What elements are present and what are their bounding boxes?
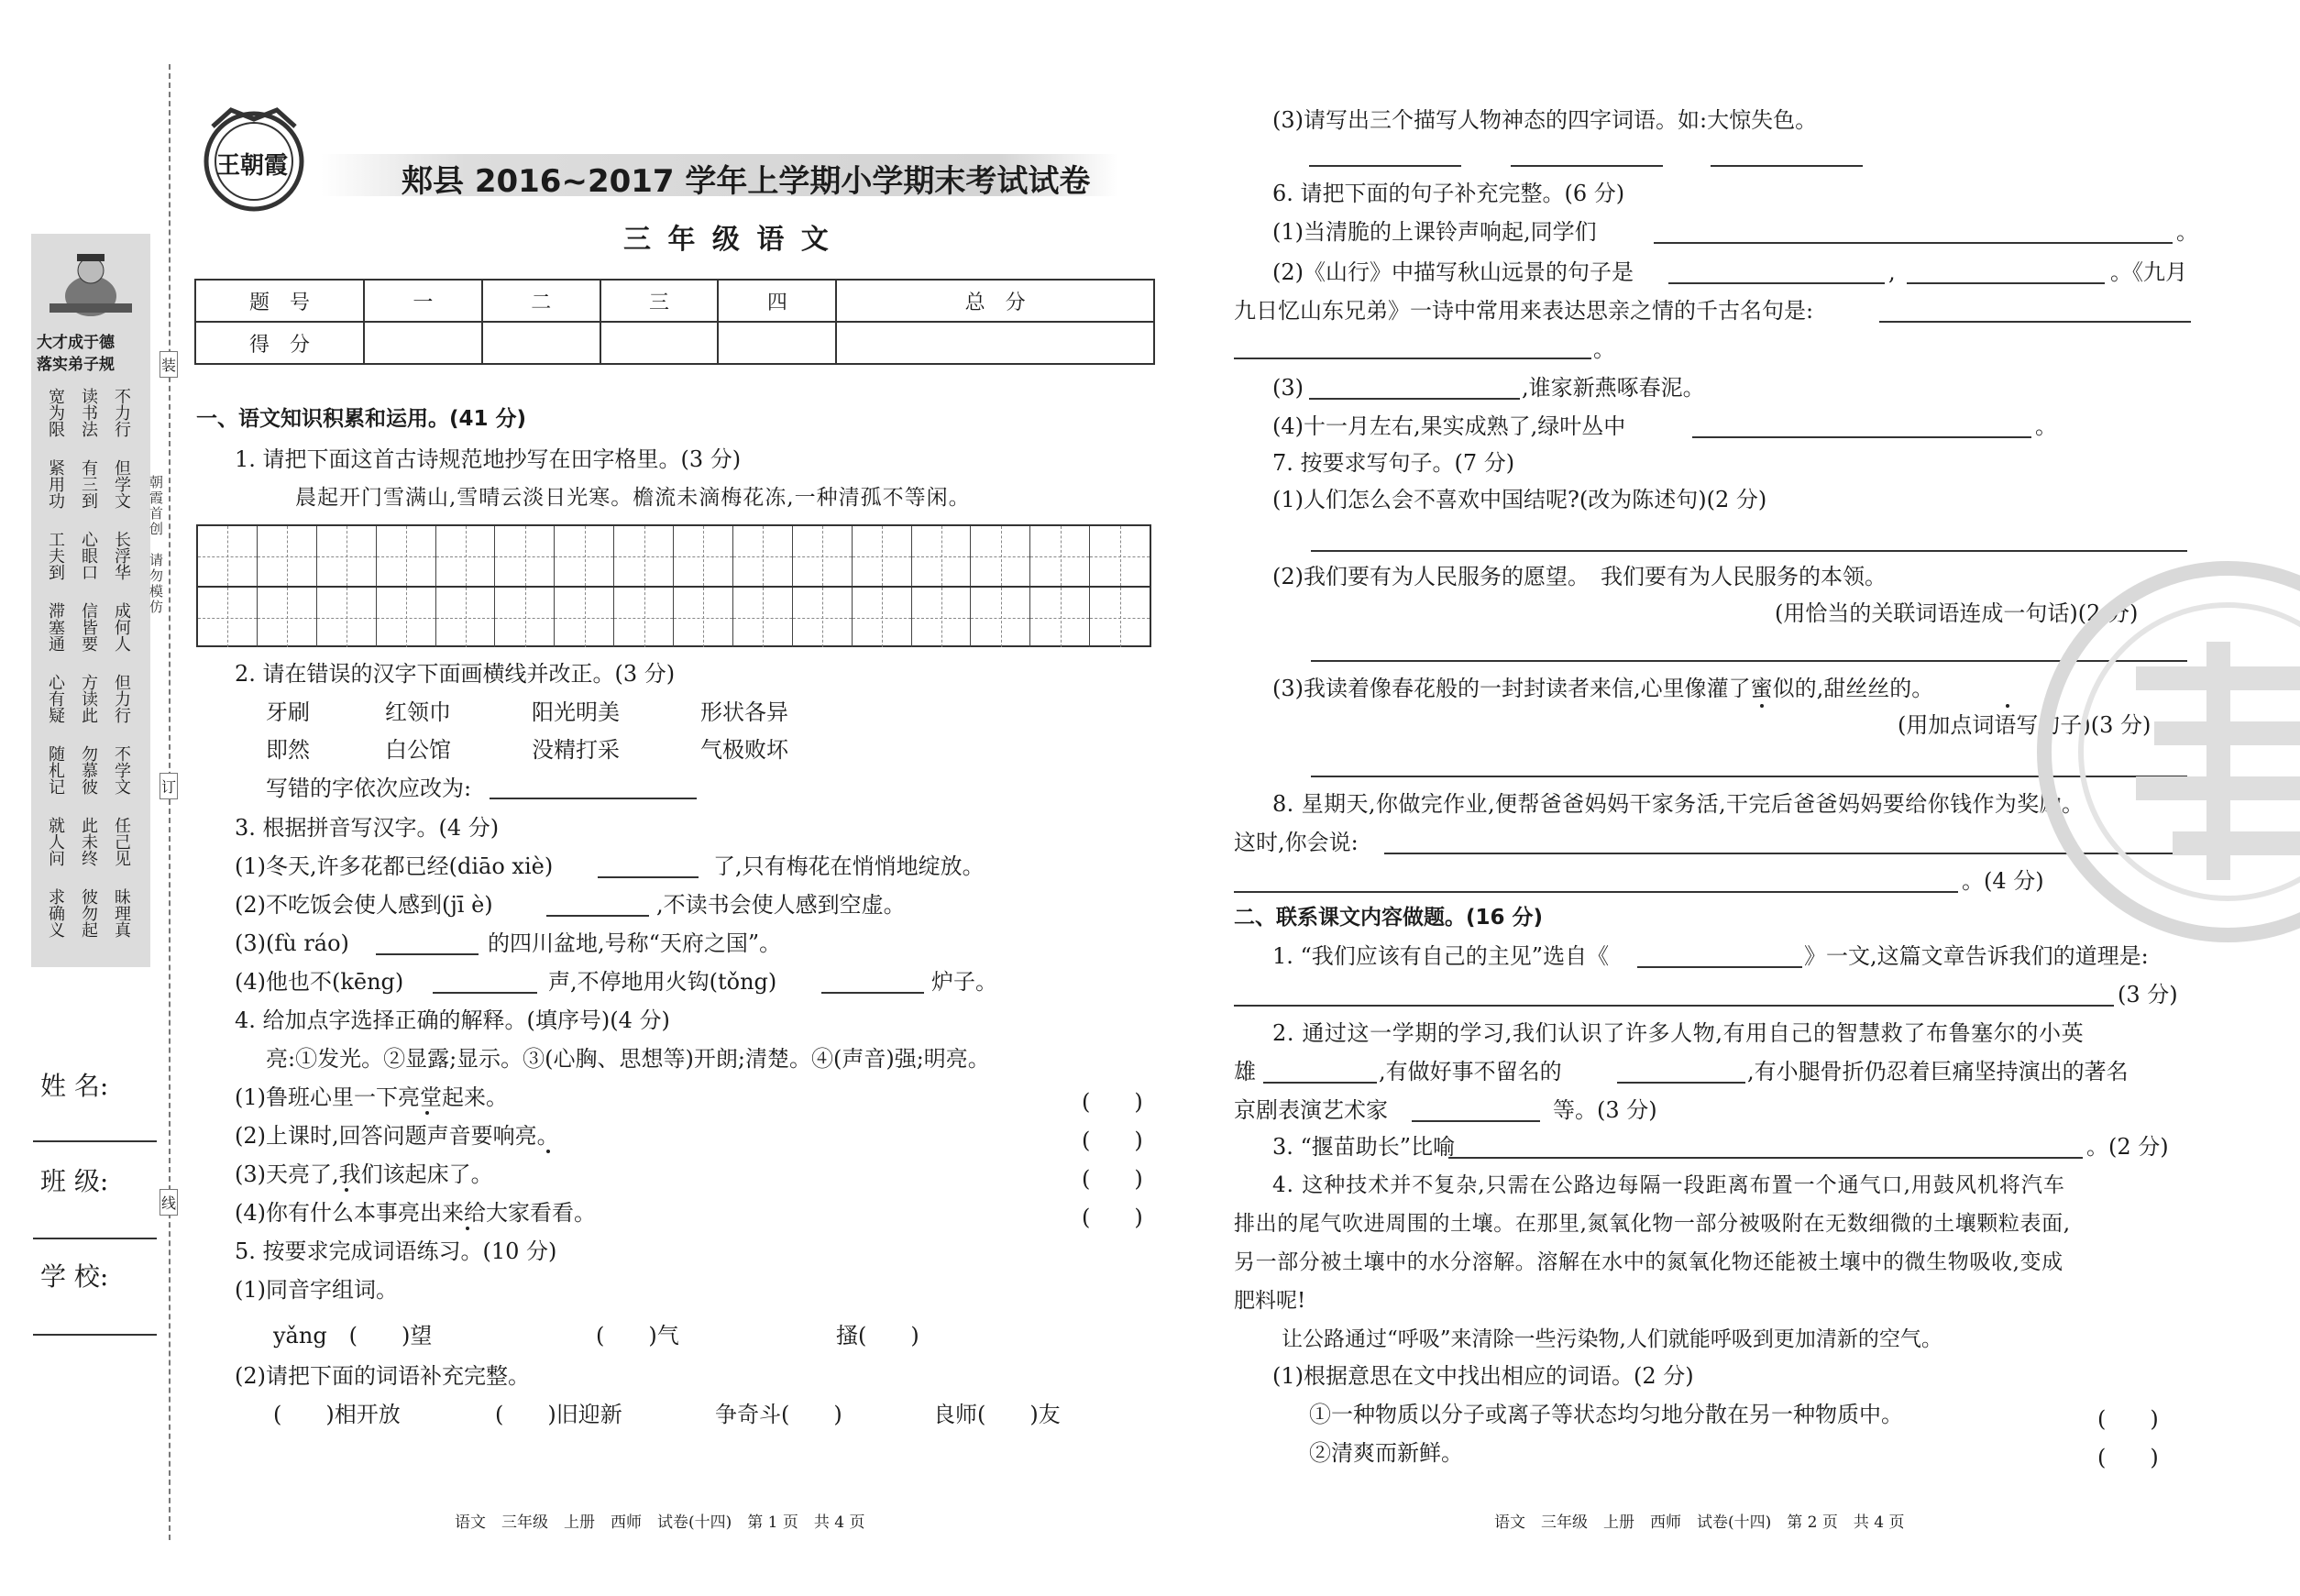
q4-item-1: (1)鲁班心里一下亮堂起来。 xyxy=(235,1084,508,1110)
q3-4-blank-1[interactable] xyxy=(433,992,537,994)
q3-4-text-a: (4)他也不(kēng) xyxy=(235,969,404,995)
motto-phrase: 有三到 xyxy=(79,459,98,509)
s2-q1-text-b: 》一文,这篇文章告诉我们的道理是: xyxy=(1804,943,2149,969)
name-label: 姓 名: xyxy=(40,1071,109,1101)
q2-word-6: 白公馆 xyxy=(385,737,451,763)
q5-1-a[interactable]: yǎng ( )望 xyxy=(273,1323,433,1348)
motto-phrase: 宽为限 xyxy=(46,388,65,437)
q3-2-text-a: (2)不吃饭会使人感到(jī è) xyxy=(235,892,493,918)
s2-q2-text-f: 等。(3 分) xyxy=(1553,1097,1657,1123)
seal-label: 朝霞首创 请勿模仿 xyxy=(148,475,164,615)
motto-phrase: 心有疑 xyxy=(46,674,65,723)
motto-phrase: 方读此 xyxy=(79,674,98,723)
q2-word-4: 形状各异 xyxy=(700,699,788,725)
q4-answer-4[interactable]: ( ) xyxy=(1082,1205,1143,1230)
motto-phrase: 长浮华 xyxy=(112,531,131,580)
tian-grid-guide xyxy=(1061,526,1062,586)
s2-q4-1-b-answer[interactable]: ( ) xyxy=(2097,1445,2159,1470)
q2-word-1: 牙刷 xyxy=(266,699,310,725)
motto-phrase: 读书法 xyxy=(79,388,98,437)
q3-4-text-b: 声,不停地用火钩(tǒng) xyxy=(548,969,777,995)
q2-word-3: 阳光明美 xyxy=(532,699,620,725)
q3-prompt: 3. 根据拼音写汉字。(4 分) xyxy=(235,815,500,841)
q5-2-c[interactable]: 争奇斗( ) xyxy=(715,1402,842,1427)
s2-q2-blank-3[interactable] xyxy=(1412,1120,1540,1122)
tian-grid-guide xyxy=(466,588,467,647)
q5-2-prompt: (2)请把下面的词语补充完整。 xyxy=(235,1363,530,1389)
q3-3-text-b: 的四川盆地,号称“天府之国”。 xyxy=(488,930,782,956)
q6-2-blank-1[interactable] xyxy=(1668,282,1885,284)
q4-answer-1[interactable]: ( ) xyxy=(1082,1089,1143,1115)
q6-1-end: 。 xyxy=(2176,219,2198,245)
q2-word-7: 没精打采 xyxy=(532,737,620,763)
motto-phrase: 心眼口 xyxy=(79,531,98,580)
q6-2-text-d: 九日忆山东兄弟》一诗中常用来表达思亲之情的千古名句是: xyxy=(1234,298,1814,324)
s2-q4-1-a-answer[interactable]: ( ) xyxy=(2097,1406,2159,1432)
tian-grid-guide xyxy=(644,588,645,647)
score-cell-2[interactable] xyxy=(482,322,600,364)
q5-1-prompt: (1)同音字组词。 xyxy=(235,1277,398,1303)
q4-definitions: 亮:①发光。②显露;显示。③(心胸、思想等)开朗;清楚。④(声音)强;明亮。 xyxy=(266,1046,990,1072)
tian-grid-cell[interactable] xyxy=(317,588,377,647)
q2-fix-blank[interactable] xyxy=(490,798,697,799)
s2-q3-blank[interactable] xyxy=(1448,1157,2083,1159)
tian-grid-guide xyxy=(822,526,823,586)
q2-word-2: 红领巾 xyxy=(385,699,451,725)
motto-phrase: 勿慕彼 xyxy=(79,745,98,795)
tian-grid-cell[interactable] xyxy=(971,526,1030,586)
tian-grid-cell[interactable] xyxy=(971,588,1030,647)
tian-grid-guide xyxy=(525,588,526,647)
score-table-score-row xyxy=(195,322,1154,364)
s2-q3-text: 3. “揠苗助长”比喻 xyxy=(1272,1134,1456,1160)
s2-q2-blank-1[interactable] xyxy=(1263,1082,1377,1084)
tian-grid-cell[interactable] xyxy=(733,588,793,647)
motto-phrase: 滞塞通 xyxy=(46,602,65,652)
exam-subtitle: 三 年 级 语 文 xyxy=(623,224,832,256)
tian-grid-cell[interactable] xyxy=(436,526,496,586)
q3-4-blank-2[interactable] xyxy=(821,992,924,994)
tian-grid-cell[interactable] xyxy=(674,588,733,647)
tian-grid-cell[interactable] xyxy=(1090,526,1150,586)
motto-phrase: 不学文 xyxy=(112,745,131,795)
tian-grid-cell[interactable] xyxy=(912,526,972,586)
name-field[interactable] xyxy=(33,1140,157,1142)
tian-grid-cell[interactable] xyxy=(793,588,853,647)
tian-grid-guide xyxy=(585,588,586,647)
s2-q1-blank-reason[interactable] xyxy=(1234,1005,2114,1007)
q3-1-text-b: 了,只有梅花在悄悄地绽放。 xyxy=(713,853,985,879)
s2-q4-1-b: ②清爽而新鲜。 xyxy=(1309,1440,1463,1466)
q8-text: 8. 星期天,你做完作业,便帮爸爸妈妈干家务活,干完后爸爸妈妈要给你钱作为奖励。 xyxy=(1272,791,2085,817)
score-cell-1[interactable] xyxy=(364,322,482,364)
s2-q1-text-a: 1. “我们应该有自己的主见”选自《 xyxy=(1272,943,1610,969)
tian-grid-guide xyxy=(941,526,942,586)
tian-grid-guide xyxy=(822,588,823,647)
tian-grid-cell[interactable] xyxy=(912,588,972,647)
s2-q2-text-b: 雄 xyxy=(1234,1059,1256,1084)
q5-1-c[interactable]: 搔( ) xyxy=(836,1323,919,1348)
q5-1-b[interactable]: ( )气 xyxy=(596,1323,679,1348)
motto-panel xyxy=(31,234,150,967)
score-cell-4[interactable] xyxy=(718,322,836,364)
q7-1-text: (1)人们怎么会不喜欢中国结呢?(改为陈述句)(2 分) xyxy=(1272,487,1767,512)
score-table-header-row xyxy=(195,280,1154,322)
q7-2-text: (2)我们要有为人民服务的愿望。 我们要有为人民服务的本领。 xyxy=(1272,564,1887,589)
tian-grid-guide xyxy=(763,588,764,647)
s2-q1-blank-title[interactable] xyxy=(1637,966,1802,968)
tian-grid-cell[interactable] xyxy=(198,588,258,647)
s2-q2-text: 2. 通过这一学期的学习,我们认识了许多人物,有用自己的智慧救了布鲁塞尔的小英 xyxy=(1272,1020,2085,1046)
tian-grid-guide xyxy=(763,526,764,586)
q6-prompt: 6. 请把下面的句子补充完整。(6 分) xyxy=(1272,181,1625,206)
q7-prompt: 7. 按要求写句子。(7 分) xyxy=(1272,450,1515,476)
s2-q2-text-d: ,有小腿骨折仍忍着巨痛坚持演出的著名 xyxy=(1747,1059,2129,1084)
exam-title: 郏县 2016~2017 学年上学期小学期末考试试卷 xyxy=(402,163,1091,200)
motto-phrase: 不力行 xyxy=(112,388,131,437)
tian-grid-guide xyxy=(1120,526,1121,586)
bind-mark-2: 订 xyxy=(160,773,178,799)
s2-q2-text-e: 京剧表演艺术家 xyxy=(1234,1097,1388,1123)
tian-grid-cell[interactable] xyxy=(377,526,436,586)
q5-3-blank-2[interactable] xyxy=(1511,165,1663,167)
tian-grid-cell[interactable] xyxy=(853,588,912,647)
tian-grid-guide xyxy=(227,526,228,586)
motto-phrase: 就人问 xyxy=(46,817,65,866)
tian-grid-cell[interactable] xyxy=(495,588,555,647)
bind-mark-3: 线 xyxy=(160,1189,178,1216)
tian-grid-guide xyxy=(1061,588,1062,647)
tian-grid-guide xyxy=(1001,588,1002,647)
tian-grid-cell[interactable] xyxy=(198,526,258,586)
q2-word-5: 即然 xyxy=(266,737,310,763)
q4-prompt: 4. 给加点字选择正确的解释。(填序号)(4 分) xyxy=(235,1007,670,1033)
q6-1-text: (1)当清脆的上课铃声响起,同学们 xyxy=(1272,219,1597,245)
motto-phrase: 成何人 xyxy=(112,602,131,652)
s2-q4-para-3: 另一部分被土壤中的水分溶解。溶解在水中的氮氧化物还能被土壤中的微生物吸收,变成 xyxy=(1234,1250,2063,1274)
q4-answer-3[interactable]: ( ) xyxy=(1082,1166,1143,1192)
tian-grid-guide xyxy=(227,588,228,647)
emphasis-dot xyxy=(345,1188,348,1192)
binding-dashed-line xyxy=(169,64,171,1540)
q5-3-prompt: (3)请写出三个描写人物神态的四字词语。如:大惊失色。 xyxy=(1272,107,1818,133)
motto-phrase: 求确义 xyxy=(46,888,65,938)
tian-grid-guide xyxy=(1001,526,1002,586)
score-col-4: 四 xyxy=(718,280,836,322)
tian-grid-cell[interactable] xyxy=(258,588,317,647)
tian-grid-cell[interactable] xyxy=(317,526,377,586)
q6-4-blank[interactable] xyxy=(1692,436,2031,438)
q7-3-text: (3)我读着像春花般的一封封读者来信,心里像灌了蜜似的,甜丝丝的。 xyxy=(1272,676,1934,701)
tian-grid-guide xyxy=(287,588,288,647)
tian-grid-guide xyxy=(703,526,704,586)
q5-2-d[interactable]: 良师( )友 xyxy=(933,1402,1061,1427)
motto-phrase: 信皆要 xyxy=(79,602,98,652)
tian-grid-cell[interactable] xyxy=(1090,588,1150,647)
tian-zi-grid[interactable] xyxy=(196,524,1151,647)
tian-grid-guide xyxy=(406,526,407,586)
section-2-heading: 二、联系课文内容做题。(16 分) xyxy=(1234,906,1544,930)
s2-q2-text-c: ,有做好事不留名的 xyxy=(1379,1059,1562,1084)
tian-grid-cell[interactable] xyxy=(1030,526,1090,586)
q3-1-blank[interactable] xyxy=(598,876,699,878)
q6-3-text: ,谁家新燕啄春泥。 xyxy=(1522,375,1705,401)
class-label: 班 级: xyxy=(40,1166,109,1196)
page-1-footer: 语文 三年级 上册 西师 试卷(十四) 第 1 页 共 4 页 xyxy=(455,1513,865,1532)
q6-2-end: 。 xyxy=(1593,336,1615,362)
q3-2-blank[interactable] xyxy=(546,915,649,917)
score-cell-3[interactable] xyxy=(600,322,719,364)
q5-3-blank-1[interactable] xyxy=(1309,165,1461,167)
score-table xyxy=(194,279,1155,365)
score-row-label: 得 分 xyxy=(195,322,364,364)
q8-text-b: 这时,你会说: xyxy=(1234,830,1359,855)
q3-3-text-a: (3)(fù ráo) xyxy=(235,930,349,956)
q4-item-2: (2)上课时,回答问题声音要响亮。 xyxy=(235,1123,559,1149)
section-1-heading: 一、语文知识积累和运用。(41 分) xyxy=(196,407,527,431)
tian-grid-cell[interactable] xyxy=(555,526,614,586)
s2-q4-para-4: 肥料呢! xyxy=(1234,1289,1306,1313)
motto-phrase: 昧理真 xyxy=(112,888,131,938)
tian-grid-cell[interactable] xyxy=(436,588,496,647)
q5-3-blank-3[interactable] xyxy=(1711,165,1863,167)
q3-1-text-a: (1)冬天,许多花都已经(diāo xiè) xyxy=(235,853,554,879)
q2-fix-label: 写错的字依次应改为: xyxy=(266,776,472,801)
motto-grid xyxy=(31,380,150,967)
tian-grid-guide xyxy=(406,588,407,647)
q3-2-text-b: ,不读书会使人感到空虚。 xyxy=(656,892,906,918)
logo-text: 王朝霞 xyxy=(216,152,289,180)
s2-q4-para-2: 排出的尾气吹进周围的土壤。在那里,氮氧化物一部分被吸附在无数细微的土壤颗粒表面, xyxy=(1234,1212,2071,1236)
emphasis-dot xyxy=(1760,704,1764,708)
q2-prompt: 2. 请在错误的汉字下面画横线并改正。(3 分) xyxy=(235,661,676,687)
class-field[interactable] xyxy=(33,1238,157,1239)
tian-grid-cell[interactable] xyxy=(674,526,733,586)
q7-2-requirement: (用恰当的关联词语连成一句话)(2 分) xyxy=(1775,600,2139,626)
q4-item-4: (4)你有什么本事亮出来给大家看看。 xyxy=(235,1200,596,1226)
tian-grid-cell[interactable] xyxy=(495,526,555,586)
q6-2-blank-4[interactable] xyxy=(1234,358,1591,359)
motto-phrase: 工夫到 xyxy=(46,531,65,580)
tian-grid-guide xyxy=(287,526,288,586)
tian-grid-cell[interactable] xyxy=(793,526,853,586)
s2-q4-1-prompt: (1)根据意思在文中找出相应的词语。(2 分) xyxy=(1272,1363,1694,1389)
tian-grid-guide xyxy=(585,526,586,586)
score-cell-total[interactable] xyxy=(836,322,1154,364)
tian-grid-cell[interactable] xyxy=(733,526,793,586)
tian-grid-guide xyxy=(525,526,526,586)
q6-3-label: (3) xyxy=(1272,375,1304,401)
score-col-1: 一 xyxy=(364,280,482,322)
tian-grid-guide xyxy=(703,588,704,647)
q2-word-8: 气极败坏 xyxy=(700,737,788,763)
tian-grid-cell[interactable] xyxy=(258,526,317,586)
school-field[interactable] xyxy=(33,1334,157,1336)
motto-phrase: 随札记 xyxy=(46,745,65,795)
tian-grid-cell[interactable] xyxy=(614,526,674,586)
q6-2-blank-3[interactable] xyxy=(1879,321,2191,323)
q3-4-text-c: 炉子。 xyxy=(931,969,997,995)
emphasis-dot xyxy=(425,1111,429,1115)
tian-grid-cell[interactable] xyxy=(555,588,614,647)
score-col-label: 题 号 xyxy=(195,280,364,322)
s2-q2-blank-2[interactable] xyxy=(1617,1082,1745,1084)
tian-grid-guide xyxy=(466,526,467,586)
q1-prompt: 1. 请把下面这首古诗规范地抄写在田字格里。(3 分) xyxy=(235,446,742,472)
tian-grid-guide xyxy=(644,526,645,586)
motto-slogan-2: 落实弟子规 xyxy=(37,356,115,374)
s2-q3-end: 。(2 分) xyxy=(2086,1134,2169,1160)
emphasis-dot xyxy=(466,1227,469,1230)
score-col-total: 总 分 xyxy=(836,280,1154,322)
bind-mark-1: 装 xyxy=(160,351,178,378)
q6-2-text-c: 。《九月 xyxy=(2110,259,2187,285)
s2-q4-para-1: 4. 这种技术并不复杂,只需在公路边每隔一段距离布置一个通气口,用鼓风机将汽车 xyxy=(1272,1173,2065,1197)
emphasis-dot xyxy=(546,1150,550,1153)
tian-grid-guide xyxy=(882,588,883,647)
s2-q4-para-5: 让公路通过“呼吸”来清除一些污染物,人们就能呼吸到更加清新的空气。 xyxy=(1282,1327,1942,1351)
score-col-2: 二 xyxy=(482,280,600,322)
motto-phrase: 紧用功 xyxy=(46,459,65,509)
q5-2-b[interactable]: ( )旧迎新 xyxy=(495,1402,622,1427)
tian-grid-cell[interactable] xyxy=(1030,588,1090,647)
tian-grid-guide xyxy=(1120,588,1121,647)
motto-phrase: 但力行 xyxy=(112,674,131,723)
q6-4-end: 。 xyxy=(2035,413,2057,439)
q6-2-blank-2[interactable] xyxy=(1907,282,2105,284)
tian-grid-cell[interactable] xyxy=(853,526,912,586)
motto-phrase: 任己见 xyxy=(112,817,131,866)
q3-3-blank[interactable] xyxy=(376,953,479,955)
q6-2-text-a: (2)《山行》中描写秋山远景的句子是 xyxy=(1272,259,1634,285)
tian-grid-guide xyxy=(882,526,883,586)
q6-4-text: (4)十一月左右,果实成熟了,绿叶丛中 xyxy=(1272,413,1626,439)
s2-q4-1-a: ①一种物质以分子或离子等状态均匀地分散在另一种物质中。 xyxy=(1309,1402,1903,1427)
tian-grid-cell[interactable] xyxy=(614,588,674,647)
q5-prompt: 5. 按要求完成词语练习。(10 分) xyxy=(235,1238,557,1264)
q5-2-a[interactable]: ( )相开放 xyxy=(273,1402,401,1427)
tian-grid-guide xyxy=(941,588,942,647)
motto-phrase: 但学文 xyxy=(112,459,131,509)
q4-answer-2[interactable]: ( ) xyxy=(1082,1128,1143,1153)
q8-blank-2[interactable] xyxy=(1234,891,1958,893)
emphasis-dot xyxy=(2006,704,2009,708)
page-2-footer: 语文 三年级 上册 西师 试卷(十四) 第 2 页 共 4 页 xyxy=(1494,1513,1905,1532)
q4-item-3: (3)天亮了,我们该起床了。 xyxy=(235,1161,493,1187)
motto-phrase: 此未终 xyxy=(79,817,98,866)
motto-phrase: 彼勿起 xyxy=(79,888,98,938)
scholar-illustration xyxy=(31,241,150,328)
s2-q1-score: (3 分) xyxy=(2118,982,2178,1007)
q6-1-blank[interactable] xyxy=(1654,242,2173,244)
motto-slogan-1: 大才成于德 xyxy=(37,334,115,352)
q1-poem: 晨起开门雪满山,雪晴云淡日光寒。檐流未滴梅花冻,一种清孤不等闲。 xyxy=(295,486,971,510)
seal-watermark xyxy=(2026,550,2300,953)
score-col-3: 三 xyxy=(600,280,719,322)
school-label: 学 校: xyxy=(40,1261,109,1292)
tian-grid-cell[interactable] xyxy=(377,588,436,647)
q8-end: 。(4 分) xyxy=(1962,868,2044,894)
q7-3-requirement: (用加点词语写句子)(3 分) xyxy=(1898,712,2151,738)
q6-2-comma: , xyxy=(1888,259,1896,285)
q6-3-blank[interactable] xyxy=(1309,398,1520,400)
